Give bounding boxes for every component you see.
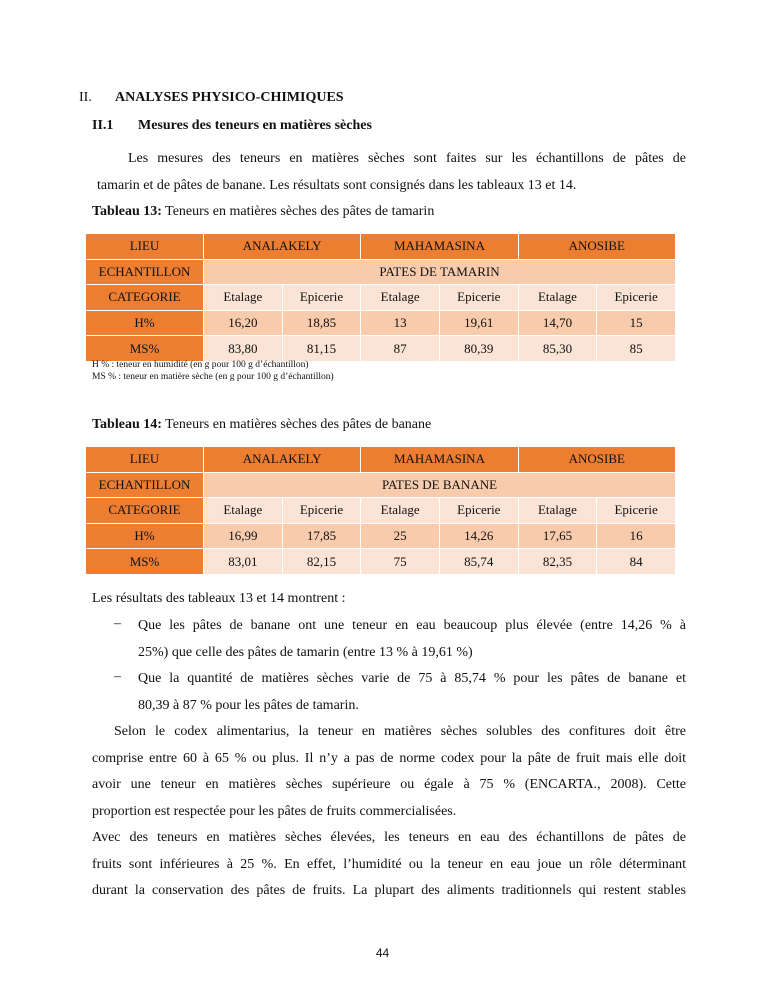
table13-caption-text: Teneurs en matières sèches des pâtes de tamarin [161,204,435,219]
table-row [86,447,676,473]
table-header-cell: MAHAMASINA [361,447,518,473]
table-cell: 87 [361,336,440,362]
table14-caption [92,417,431,433]
table-cell: 85,30 [518,336,597,362]
table-header-cell: ECHANTILLON [86,472,204,498]
table14-caption-text: Teneurs en matières sèches des pâtes de banane [161,417,432,432]
table-cell: Epicerie [282,285,361,311]
table-cell: 16,99 [204,523,283,549]
table-cell: 81,15 [282,336,361,362]
table-cell: Epicerie [282,498,361,524]
table-header-cell: H% [86,523,204,549]
table-cell: 75 [361,549,440,575]
table-cell: Etalage [518,498,597,524]
table-row [86,523,676,549]
intro-paragraph [92,146,686,199]
bullet-line: 25%) que celle des pâtes de tamarin (entre 13 % à 19,61 %) [138,644,473,660]
codex-line: proportion est respectée pour les pâtes de fruits commercialisées. [92,803,457,819]
table-cell: 25 [361,523,440,549]
table-cell: Etalage [361,285,440,311]
table-row [86,285,676,311]
table-cell: 15 [597,310,676,336]
table13 [85,233,676,362]
table-cell: 18,85 [282,310,361,336]
table-header-cell: LIEU [86,234,204,260]
intro-line: tamarin et de pâtes de banane. Les résultats sont consignés dans les tableaux 13 et 14. [97,177,577,193]
table-cell: Epicerie [439,498,518,524]
table13-caption-label: Tableau 13: [92,204,162,219]
table-cell: 17,85 [282,523,361,549]
table-cell: Etalage [204,498,283,524]
table-cell: 80,39 [439,336,518,362]
table-header-cell: ANOSIBE [518,234,675,260]
note-h: H % : teneur en humidité (en g pour 100 g d’échantillon) [92,360,309,370]
results-intro: Les résultats des tableaux 13 et 14 montrent : [92,591,346,606]
table-cell: 14,70 [518,310,597,336]
bullet-item [138,613,686,666]
bullet-dash: – [114,616,121,631]
table-cell: 13 [361,310,440,336]
table-cell: 19,61 [439,310,518,336]
note-ms: MS % : teneur en matière sèche (en g pour 100 g d’échantillon) [92,372,334,382]
bullet-line: 80,39 à 87 % pour les pâtes de tamarin. [138,697,359,713]
water-line: fruits sont inférieures à 25 %. En effet, l’humidité ou la teneur en eau joue un rôle déterminant [92,856,686,872]
table-cell: 82,35 [518,549,597,575]
table-row [86,234,676,260]
table14 [85,446,676,575]
table-cell: 85,74 [439,549,518,575]
table-row [86,336,676,362]
table-cell: 84 [597,549,676,575]
table-header-cell: ANOSIBE [518,447,675,473]
subsection-title: Mesures des teneurs en matières sèches [138,118,372,133]
table-cell: 14,26 [439,523,518,549]
intro-line: Les mesures des teneurs en matières sèches sont faites sur les échantillons de pâtes de [128,151,686,166]
table14-caption-label: Tableau 14: [92,417,162,432]
section-title: ANALYSES PHYSICO-CHIMIQUES [115,90,344,105]
water-line: Avec des teneurs en matières sèches élevées, les teneurs en eau des échantillons de pâtes de [92,830,686,845]
table-header-cell: ECHANTILLON [86,259,204,285]
table-cell: 82,15 [282,549,361,575]
table-header-cell: MS% [86,549,204,575]
table-cell: 16,20 [204,310,283,336]
codex-line: comprise entre 60 à 65 % ou plus. Il n’y a pas de norme codex pour la pâte de fruit mais elle doit [92,750,686,766]
section-heading [79,90,344,106]
table-row [86,549,676,575]
bullet-item [138,666,686,719]
table-cell: Epicerie [597,498,676,524]
water-paragraph [92,825,686,905]
table-row [86,310,676,336]
table-cell: 83,80 [204,336,283,362]
table-row [86,498,676,524]
water-line: durant la conservation des pâtes de fruits. La plupart des aliments traditionnels qui restent stables [92,883,686,898]
table-cell: 83,01 [204,549,283,575]
table-header-cell: CATEGORIE [86,498,204,524]
subsection-number: II.1 [92,118,114,133]
table-cell: PATES DE TAMARIN [204,259,676,285]
table-cell: Etalage [204,285,283,311]
page-number: 44 [375,946,390,960]
table-cell: Epicerie [597,285,676,311]
table-header-cell: MAHAMASINA [361,234,518,260]
section-number: II. [79,90,92,105]
table-cell: 17,65 [518,523,597,549]
table-row [86,472,676,498]
bullet-dash: – [114,669,121,684]
table-header-cell: CATEGORIE [86,285,204,311]
table13-notes [92,359,334,383]
table-cell: 85 [597,336,676,362]
table-header-cell: LIEU [86,447,204,473]
table-cell: PATES DE BANANE [204,472,676,498]
table-cell: 16 [597,523,676,549]
table-cell: Epicerie [439,285,518,311]
table-row [86,259,676,285]
subsection-heading [92,118,372,134]
codex-paragraph [92,719,686,825]
codex-line: avoir une teneur en matières sèches supérieure ou égale à 75 % (ENCARTA., 2008). Cette [92,777,686,792]
table-cell: Etalage [518,285,597,311]
table-header-cell: ANALAKELY [204,234,361,260]
table-header-cell: H% [86,310,204,336]
table-header-cell: ANALAKELY [204,447,361,473]
codex-line: Selon le codex alimentarius, la teneur en matières sèches solubles des confitures doit être [114,724,686,739]
table-cell: Etalage [361,498,440,524]
table13-caption [92,204,434,220]
bullet-line: Que la quantité de matières sèches varie de 75 à 85,74 % pour les pâtes de banane et [138,671,686,686]
bullet-line: Que les pâtes de banane ont une teneur en eau beaucoup plus élevée (entre 14,26 % à [138,618,686,633]
table-header-cell: MS% [86,336,204,362]
